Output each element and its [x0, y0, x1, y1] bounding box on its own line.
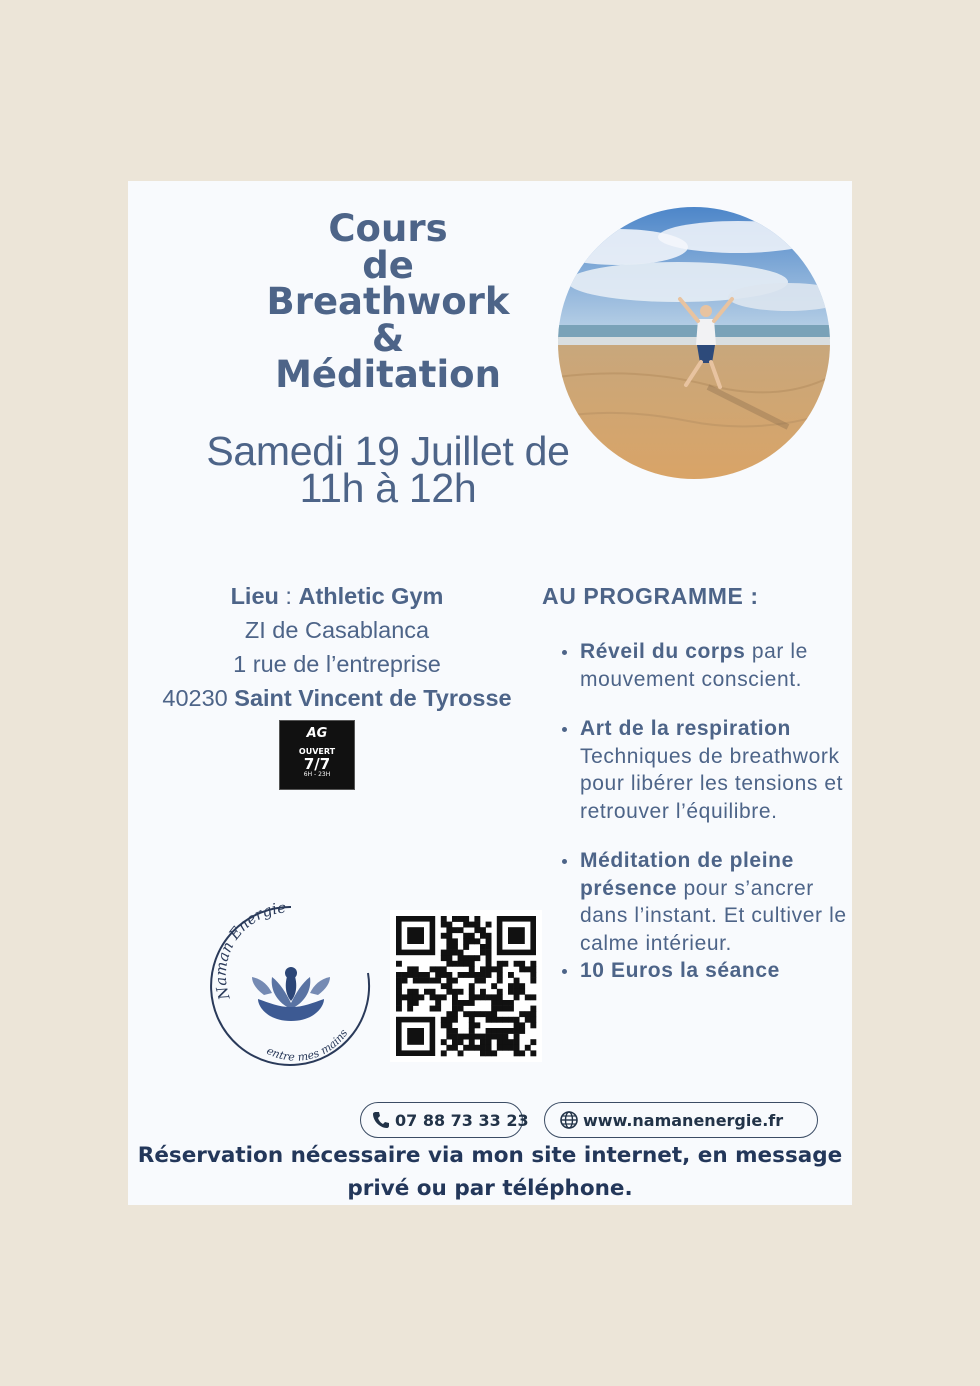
- website-url: www.namanenergie.fr: [583, 1110, 784, 1130]
- venue-line-1: [128, 579, 546, 613]
- program-item-text: pour s’ancrer dans l’instant. Et cultiver le calme intérieur.: [580, 876, 847, 955]
- event-title: [246, 207, 530, 396]
- program-item-bold: Art de la respiration: [580, 717, 791, 740]
- program-item: [580, 638, 850, 693]
- brand-tagline: entre mes mains: [264, 1026, 351, 1064]
- program-item-text: par le mouvement conscient.: [580, 640, 808, 691]
- phone-number: 07 88 73 33 23: [395, 1110, 529, 1130]
- gym-logo-days: 7/7: [303, 755, 331, 773]
- venue-address: [128, 579, 546, 715]
- venue-postcode: 40230: [162, 685, 235, 711]
- venue-name: Athletic Gym: [298, 583, 444, 609]
- title-line: Cours: [328, 207, 448, 250]
- program-item: [580, 715, 850, 825]
- reservation-line-1: Réservation nécessaire via mon site internet, en message: [137, 1143, 843, 1168]
- program-item: [580, 847, 850, 957]
- date-line-2: 11h à 12h: [299, 465, 477, 511]
- title-line: Méditation: [275, 353, 501, 396]
- date-line-1: Samedi 19 Juillet de: [206, 428, 570, 474]
- beach-photo: [558, 207, 830, 479]
- qr-code[interactable]: [390, 910, 542, 1062]
- title-line: de: [362, 243, 414, 287]
- program-item-text: Techniques de breathwork pour libérer les tensions et retrouver l’équilibre.: [580, 744, 844, 823]
- gym-logo-open: OUVERT: [298, 747, 336, 756]
- venue-city: Saint Vincent de Tyrosse: [234, 685, 512, 711]
- program-heading: AU PROGRAMME :: [542, 583, 759, 609]
- venue-label: Lieu: [230, 583, 279, 609]
- program-item: [580, 957, 850, 985]
- reservation-line-2: privé ou par téléphone.: [347, 1176, 633, 1201]
- venue-line-3: 1 rue de l’entreprise: [233, 651, 441, 677]
- naman-energie-logo: [208, 903, 374, 1069]
- svg-text:entre mes mains: [265, 1027, 351, 1064]
- brand-name: Naman Energie: [211, 903, 288, 1002]
- program-item-bold: Méditation de pleine présence: [580, 849, 794, 900]
- flyer: [128, 181, 852, 1205]
- program-list: [580, 638, 850, 985]
- gym-logo: [279, 720, 355, 790]
- event-date: [158, 428, 618, 511]
- venue-line-2: ZI de Casablanca: [244, 617, 430, 643]
- gym-logo-hours: 6H - 23H: [303, 771, 331, 778]
- phone-contact[interactable]: [360, 1102, 529, 1138]
- gym-logo-brand: AG: [306, 726, 328, 741]
- program-item-bold: Réveil du corps: [580, 640, 746, 663]
- venue-separator: :: [278, 583, 299, 609]
- venue-line-4: [128, 681, 546, 715]
- globe-icon: [559, 1110, 579, 1130]
- phone-icon: [371, 1110, 391, 1130]
- program-item-bold: 10 Euros la séance: [580, 959, 780, 982]
- title-line: &: [371, 316, 405, 360]
- title-line: Breathwork: [266, 280, 510, 323]
- website-link[interactable]: [544, 1102, 818, 1138]
- reservation-note: [128, 1139, 852, 1205]
- lotus-buddha-icon: [252, 967, 330, 1021]
